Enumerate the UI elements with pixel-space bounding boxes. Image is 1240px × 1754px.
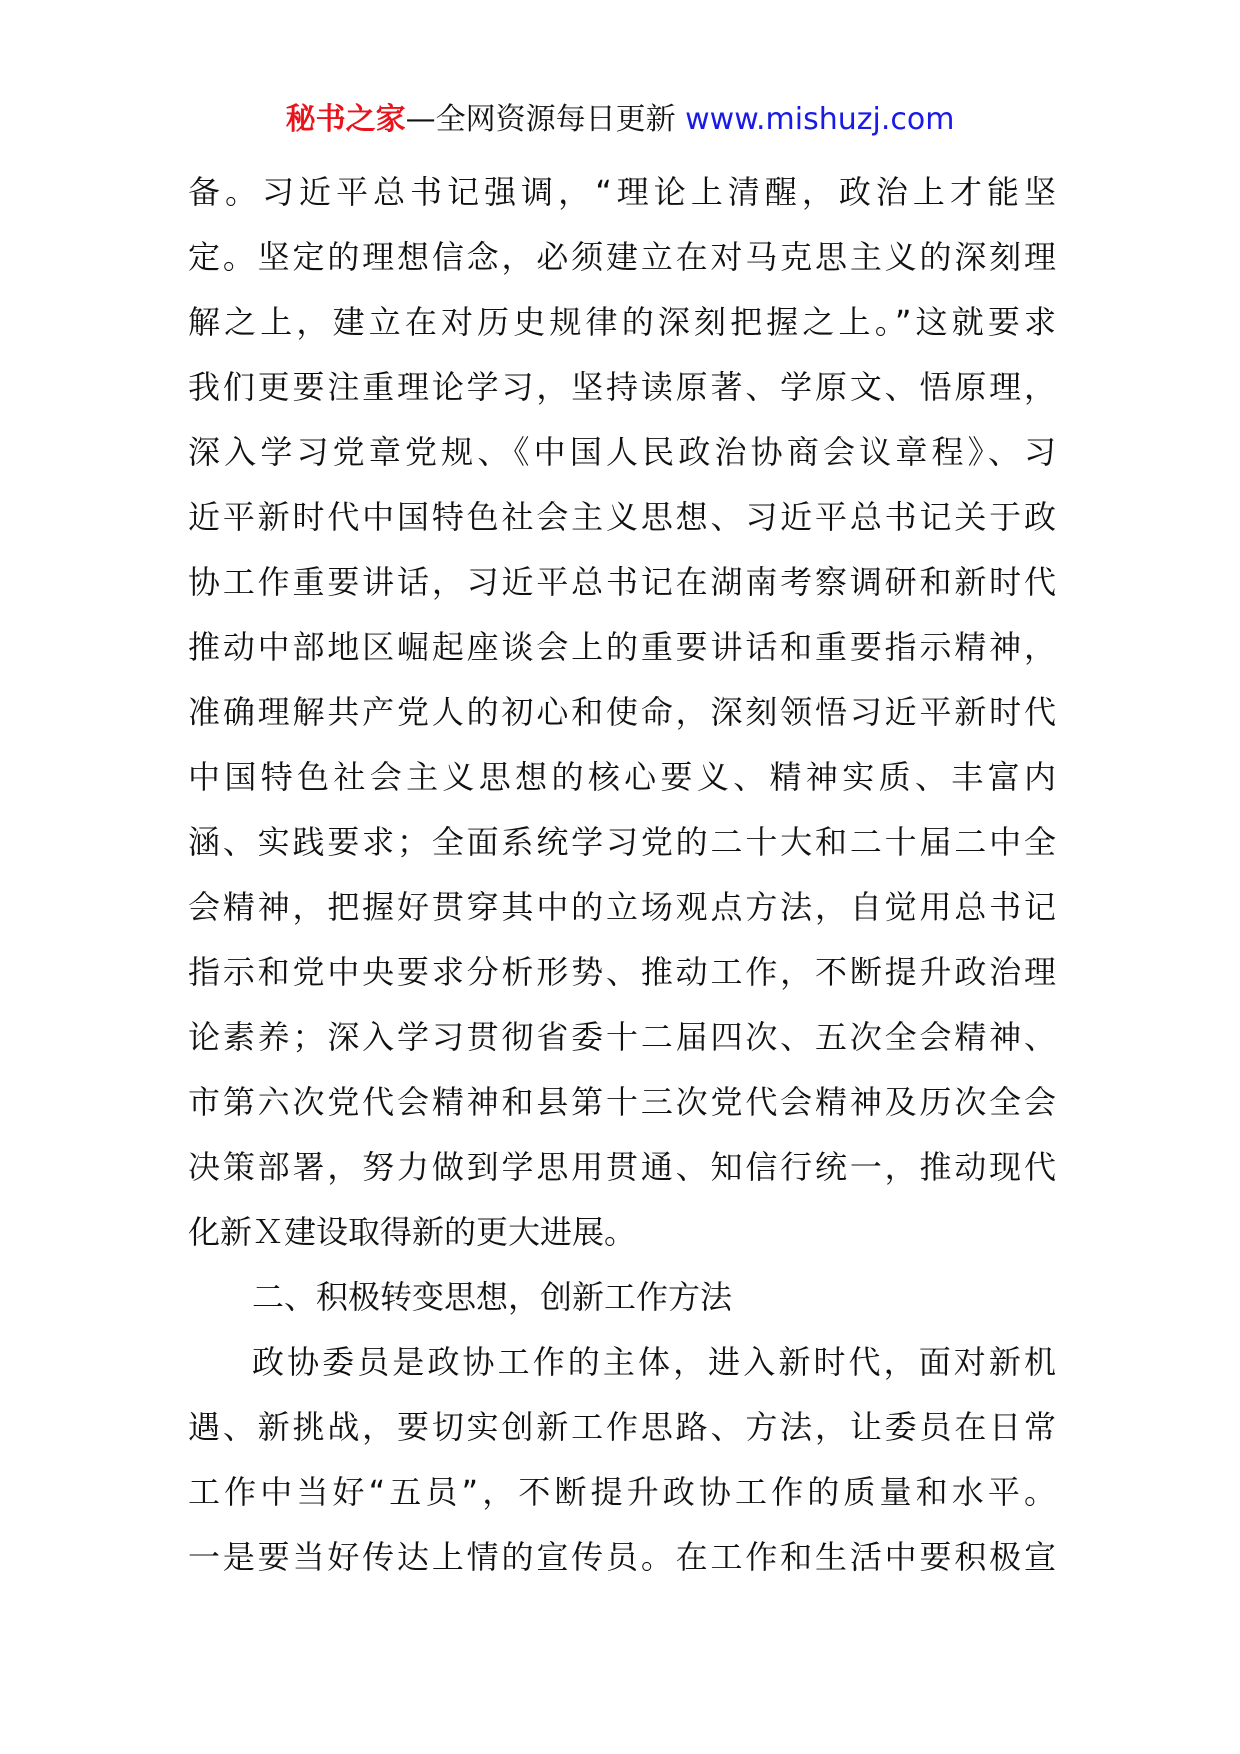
paragraph-line: 中国特色社会主义思想的核心要义、精神实质、丰富内 [188,758,1056,796]
paragraph-line: 解之上，建立在对历史规律的深刻把握之上。”这就要求 [188,303,1056,341]
paragraph-line: 推动中部地区崛起座谈会上的重要讲话和重要指示精神， [188,628,1056,666]
paragraph-line: 决策部署，努力做到学思用贯通、知信行统一，推动现代 [188,1148,1056,1186]
paragraph-line: 化新Ｘ建设取得新的更大进展。 [188,1213,637,1251]
paragraph-line: 政协委员是政协工作的主体，进入新时代，面对新机 [252,1343,1056,1381]
header-url-link[interactable]: www.mishuzj.com [685,102,955,137]
paragraph-line: 工作中当好“五员”，不断提升政协工作的质量和水平。 [188,1473,1056,1511]
page-header [0,100,1240,140]
document-body [188,160,1056,1590]
paragraph-line: 准确理解共产党人的初心和使命，深刻领悟习近平新时代 [188,693,1056,731]
paragraph-line: 一是要当好传达上情的宣传员。在工作和生活中要积极宣 [188,1538,1056,1576]
paragraph-line: 近平新时代中国特色社会主义思想、习近平总书记关于政 [188,498,1056,536]
paragraph-line: 会精神，把握好贯穿其中的立场观点方法，自觉用总书记 [188,888,1056,926]
paragraph-line: 备。习近平总书记强调，“理论上清醒，政治上才能坚 [188,173,1056,211]
paragraph-line: 指示和党中央要求分析形势、推动工作，不断提升政治理 [188,953,1056,991]
paragraph-line: 遇、新挑战，要切实创新工作思路、方法，让委员在日常 [188,1408,1056,1446]
paragraph-line: 市第六次党代会精神和县第十三次党代会精神及历次全会 [188,1083,1056,1121]
paragraph-line: 协工作重要讲话，习近平总书记在湖南考察调研和新时代 [188,563,1056,601]
paragraph-line: 我们更要注重理论学习，坚持读原著、学原文、悟原理， [188,368,1056,406]
header-tagline: —全网资源每日更新 [405,102,686,137]
header-brand: 秘书之家 [285,102,406,137]
paragraph-line: 论素养；深入学习贯彻省委十二届四次、五次全会精神、 [188,1018,1056,1056]
paragraph-line: 定。坚定的理想信念，必须建立在对马克思主义的深刻理 [188,238,1056,276]
paragraph-line: 涵、实践要求；全面系统学习党的二十大和二十届二中全 [188,823,1056,861]
paragraph-line: 深入学习党章党规、《中国人民政治协商会议章程》、习 [188,433,1056,471]
section-heading: 二、积极转变思想，创新工作方法 [252,1278,733,1316]
